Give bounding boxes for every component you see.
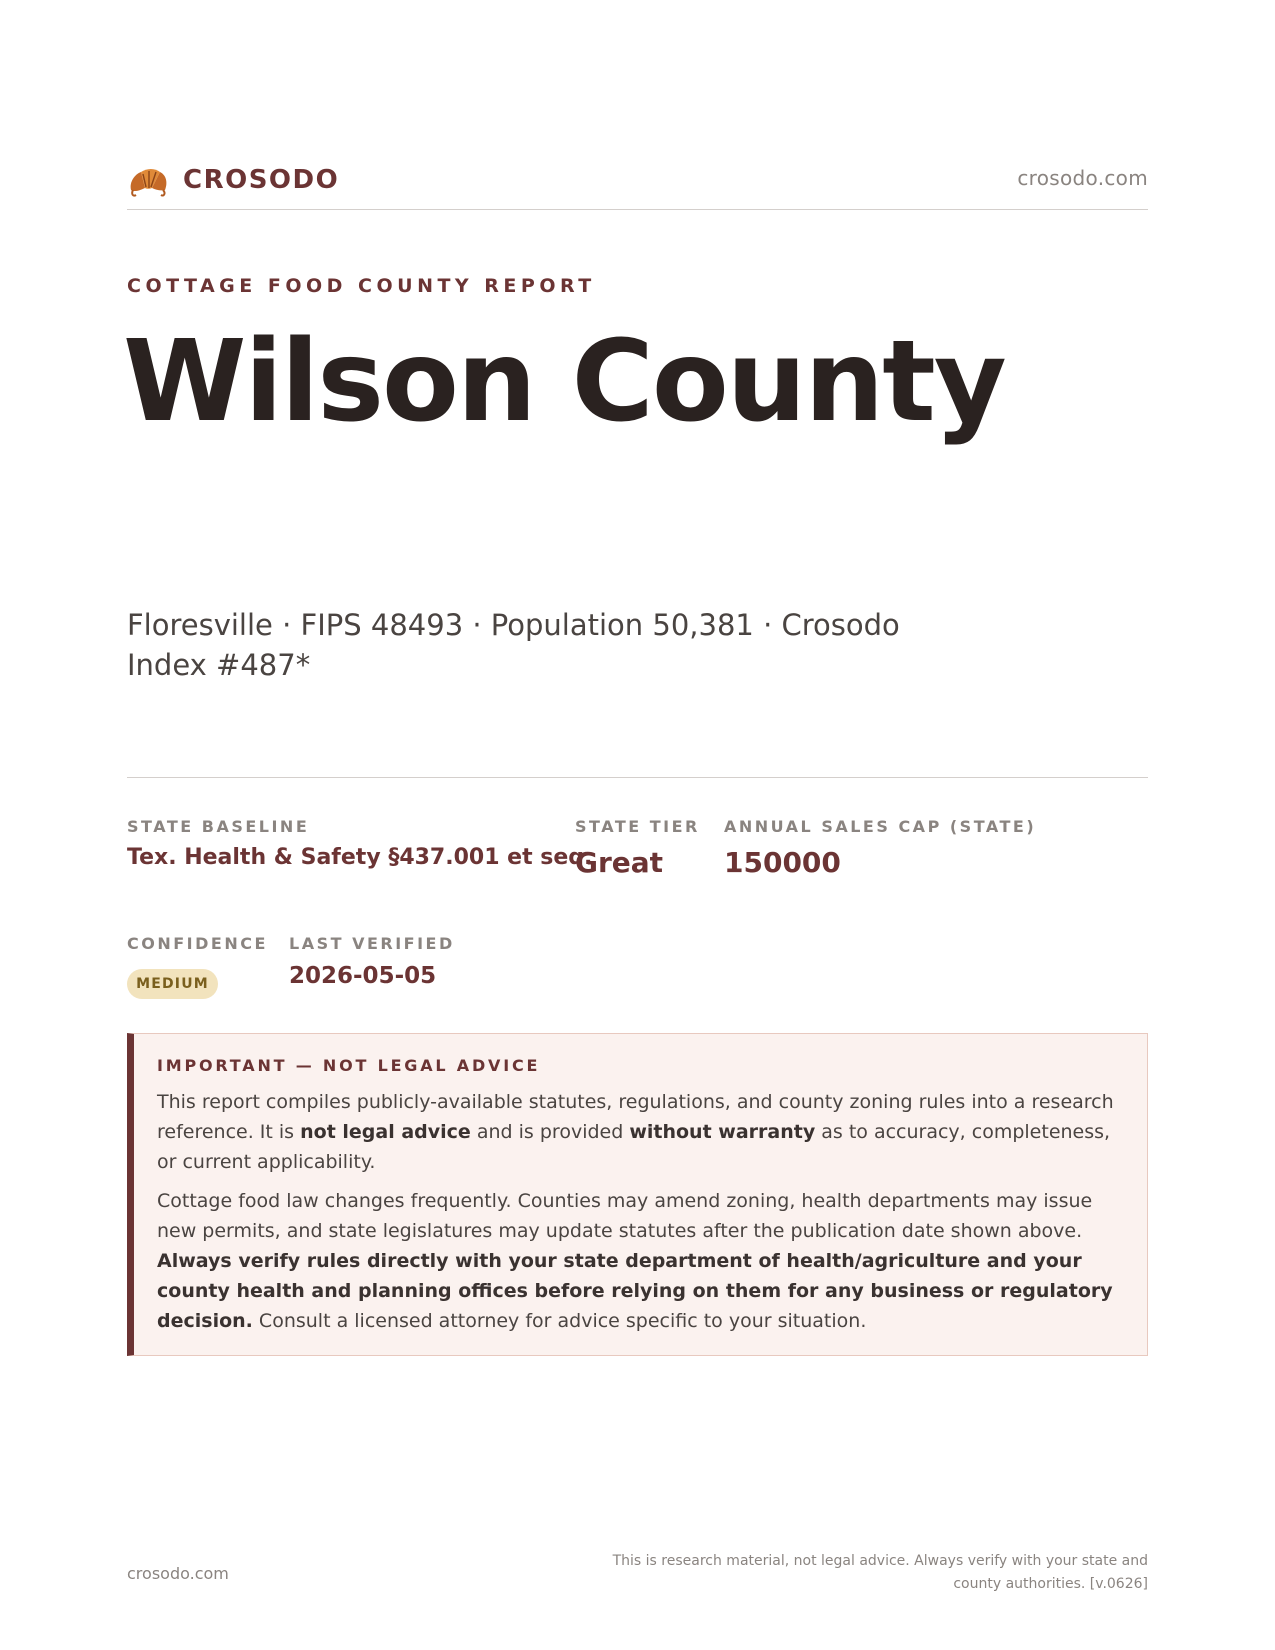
confidence-badge: MEDIUM [127, 969, 218, 999]
report-eyebrow: COTTAGE FOOD COUNTY REPORT [127, 275, 596, 297]
state-tier-label: STATE TIER [575, 817, 700, 836]
site-url[interactable]: crosodo.com [1017, 166, 1148, 190]
state-baseline-value: Tex. Health & Safety §437.001 et seq. [127, 845, 593, 870]
footer-url[interactable]: crosodo.com [127, 1564, 229, 1583]
section-divider [127, 777, 1148, 778]
page-header [127, 160, 1148, 210]
notice-title: IMPORTANT — NOT LEGAL ADVICE [157, 1056, 541, 1075]
state-baseline-label: STATE BASELINE [127, 817, 310, 836]
last-verified-label: LAST VERIFIED [289, 934, 455, 953]
annual-sales-cap-label: ANNUAL SALES CAP (STATE) [724, 817, 1037, 836]
croissant-icon [127, 160, 169, 200]
notice-paragraph-2: Cottage food law changes frequently. Counties may amend zoning, health departments may issue new permits, and state legislatures may update statutes after the publication date shown above. Always verify rules directly with your state department of health/agriculture and your county health and planning offices before relying on them for any business or regulatory decision. Consult a licensed attorney for advice specific to your situation. [157, 1190, 1113, 1332]
state-tier-value: Great [575, 846, 664, 879]
brand-name: CROSODO [183, 165, 340, 195]
report-page [123, 0, 1148, 1650]
annual-sales-cap-value: 150000 [724, 846, 841, 879]
notice-paragraph-1: This report compiles publicly-available statutes, regulations, and county zoning rules into a research reference. It is not legal advice and is provided without warranty as to accuracy, completeness, or current applicability. [157, 1091, 1114, 1173]
brand [127, 160, 339, 200]
legal-notice [127, 1033, 1148, 1356]
footer-disclaimer: This is research material, not legal advice. Always verify with your state and county authorities. [v.0626] [612, 1553, 1148, 1592]
confidence-label: CONFIDENCE [127, 934, 268, 953]
county-subtitle: Floresville · FIPS 48493 · Population 50,381 · Crosodo Index #487* [127, 608, 900, 682]
county-title: Wilson County [123, 317, 1005, 447]
last-verified-value: 2026-05-05 [289, 963, 437, 989]
